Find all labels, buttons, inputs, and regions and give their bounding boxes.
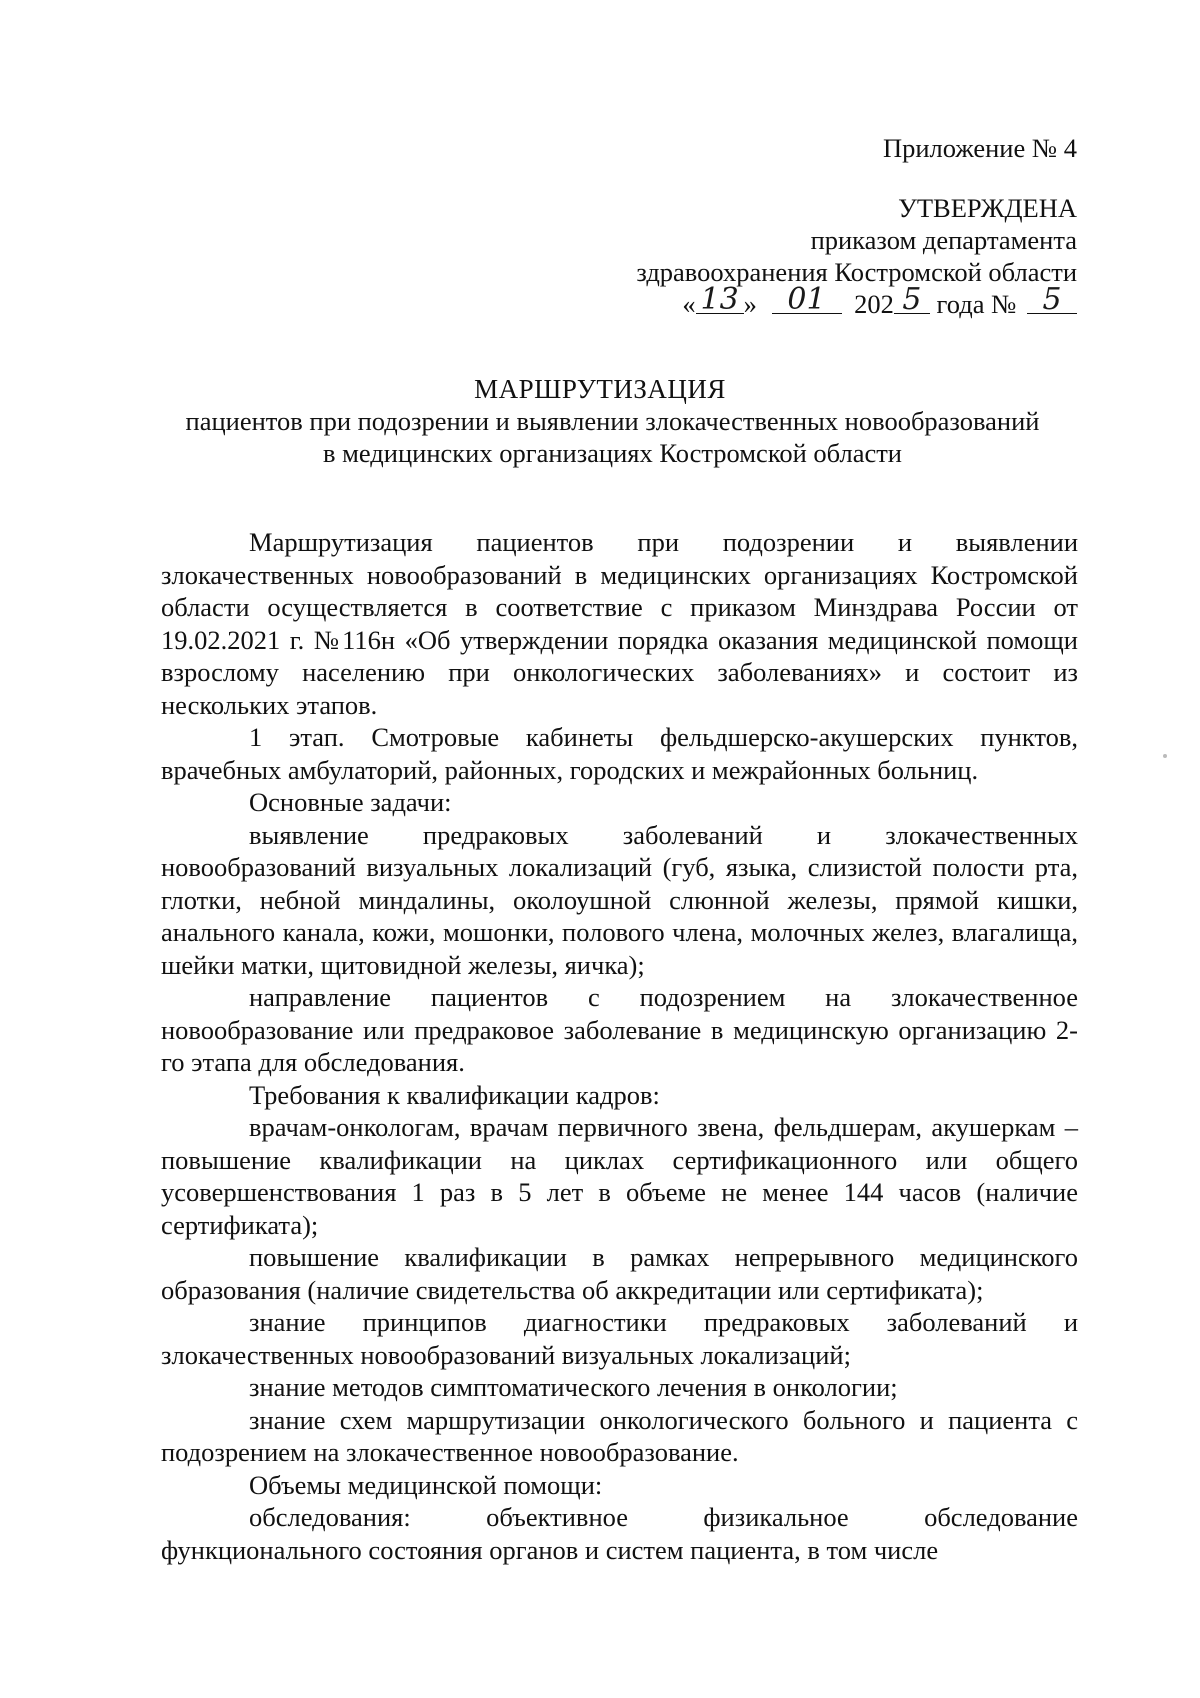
paragraph-requirement-routing-schemes: знание схем маршрутизации онкологического больного и пациента с подозрением на злокачественное новообразование. [161,1404,1078,1467]
paragraph-requirement-symptomatic-treatment: знание методов симптоматического лечения в онкологии; [249,1372,898,1402]
paragraph-task-referral: направление пациентов с подозрением на злокачественное новообразование или предраковое заболевание в медицинскую организацию 2-го этапа для обследования. [161,982,1078,1077]
paragraph-staff-requirements-heading: Требования к квалификации кадров: [249,1079,660,1110]
paragraph-requirement-diagnostics: знание принципов диагностики предраковых заболеваний и злокачественных новообразований визуальных локализаций; [161,1307,1078,1370]
scan-artifact [1163,754,1167,758]
paragraph-stage-1: 1 этап. Смотровые кабинеты фельдшерско-акушерских пунктов, врачебных амбулаторий, районных, городских и межрайонных больниц. [161,722,1078,785]
document-subtitle-line-1: пациентов при подозрении и выявлении злокачественных новообразований [185,406,1040,436]
date-year-suffix: года № [936,289,1017,319]
order-line-1: приказом департамента [810,225,1077,255]
date-month-handwritten: 01 [772,287,842,314]
document-body [161,526,1078,1566]
paragraph-main-tasks-heading: Основные задачи: [249,787,452,817]
order-date-line [682,282,1077,320]
document-title: МАРШРУТИЗАЦИЯ [474,374,726,404]
date-year-digit-handwritten: 5 [894,287,930,314]
paragraph-requirement-continuous-education: повышение квалификации в рамках непрерывного медицинского образования (наличие свидетельства об аккредитации или сертификата); [161,1242,1078,1305]
document-subtitle-line-2: в медицинских организациях Костромской области [322,438,902,468]
paragraph-examinations: обследования: объективное физикальное обследование функционального состояния органов и систем пациента, в том числе [161,1502,1078,1565]
appendix-label: Приложение № 4 [882,133,1077,163]
order-line-2: здравоохранения Костромской области [636,257,1077,287]
paragraph-intro: Маршрутизация пациентов при подозрении и выявлении злокачественных новообразований в медицинских организациях Костромской области осуществляется в соответствие с приказом Минздрава России от 19.02.2021 г. №116н «Об утверждении порядка оказания медицинской помощи взрослому населению при онкологических заболеваниях» и состоит из нескольких этапов. [161,527,1078,720]
paragraph-requirement-oncologists: врачам-онкологам, врачам первичного звена, фельдшерам, акушеркам – повышение квалификации на циклах сертификационного или общего усовершенствования 1 раз в 5 лет в объеме не менее 144 часов (наличие сертификата); [161,1112,1078,1240]
order-number-handwritten: 5 [1027,287,1077,314]
date-year-prefix: 202 [854,289,894,319]
paragraph-task-detection: выявление предраковых заболеваний и злокачественных новообразований визуальных локализаций (губ, языка, слизистой полости рта, глотки, небной миндалины, околоушной слюнной железы, прямой кишки, анального канала, кожи, мошонки, полового члена, молочных желез, влагалища, шейки матки, щитовидной железы, яичка); [161,819,1078,980]
approved-label: УТВЕРЖДЕНА [898,193,1077,223]
date-day-handwritten: 13 [696,287,744,314]
date-open-quote: « [682,289,696,319]
date-close-quote: » [743,289,757,319]
paragraph-care-volumes-heading: Объемы медицинской помощи: [249,1469,603,1500]
